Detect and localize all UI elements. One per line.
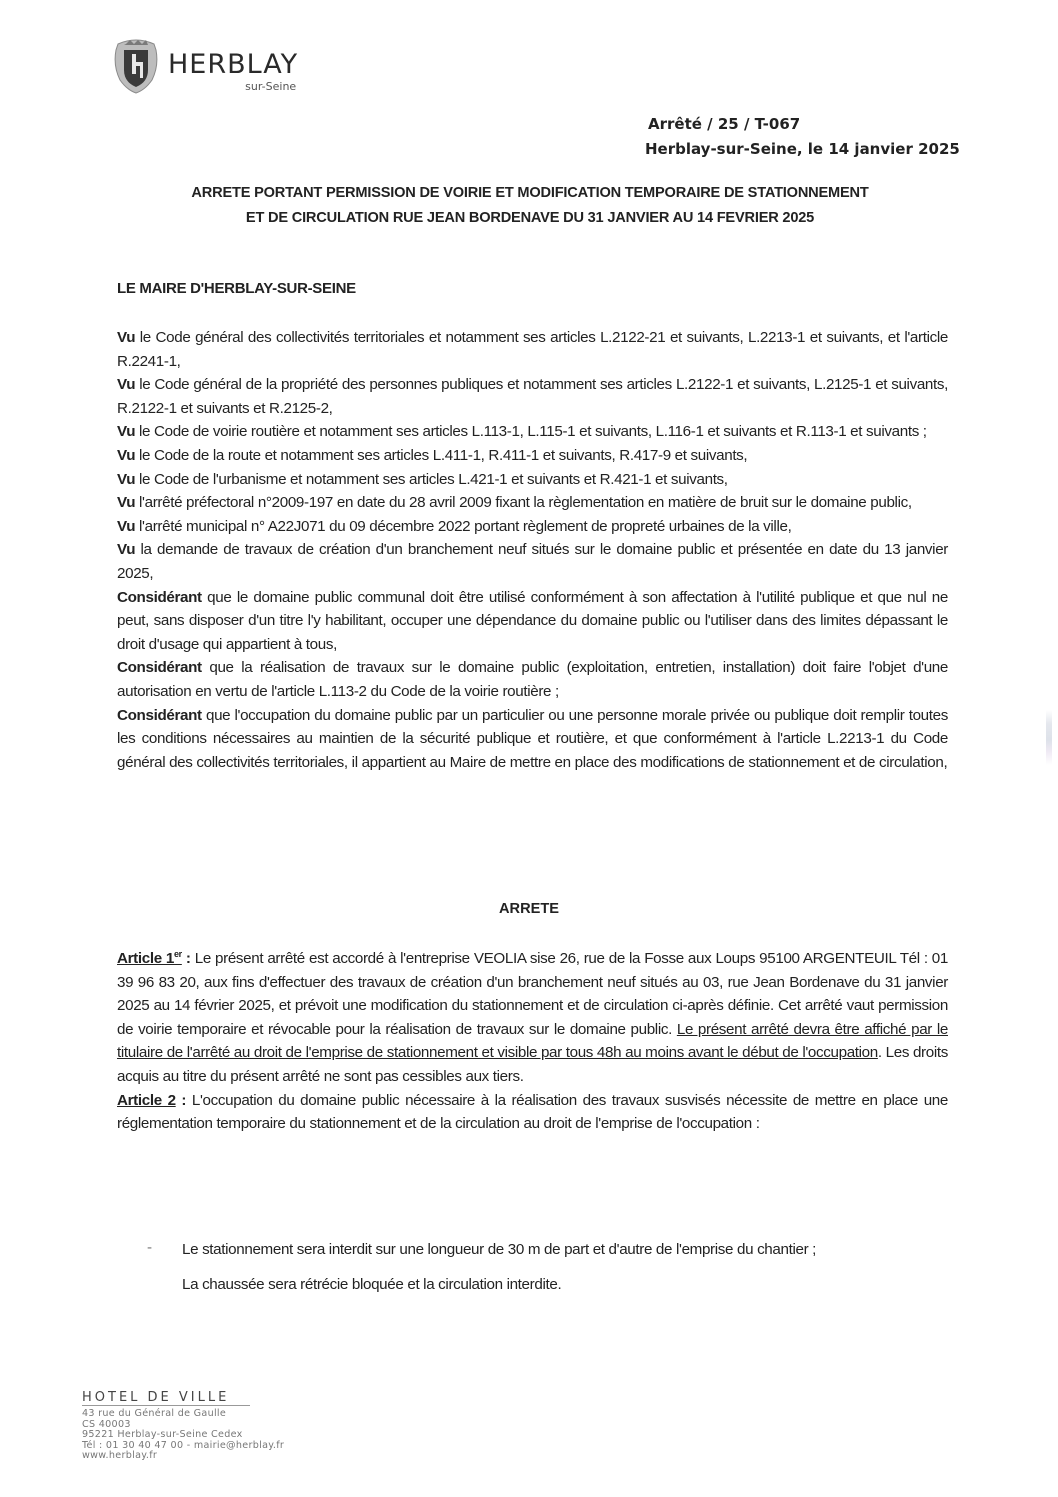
article-1-label-text: Article 1	[117, 950, 175, 968]
article-2-separator: :	[175, 1091, 192, 1109]
consideration-text: le Code général des collectivités territoriales et notamment ses articles L.2122-21 et suivants, L.2213-1 et suivants, et l'article R.2241-1,	[117, 329, 948, 370]
consideration-lead: Considérant	[117, 706, 202, 724]
article-1-display-notice: Le présent arrêté devra être affiché par le titulaire de l'arrêté au droit de l'emprise de stationnement et visible par tous 48h au moins avant le début de l'occupation	[117, 1020, 948, 1062]
article-1-separator: :	[181, 950, 195, 968]
dash-bullet: -	[147, 1239, 152, 1256]
consideration-lead: Vu	[117, 517, 136, 535]
footer-cs: CS 40003	[82, 1418, 131, 1430]
articles	[117, 943, 948, 1136]
consideration-item	[117, 538, 948, 585]
footer-contact: Tél : 01 30 40 47 00 - mairie@herblay.fr	[82, 1439, 285, 1451]
consideration-lead: Vu	[117, 376, 136, 394]
title-line-1: ARRETE PORTANT PERMISSION DE VOIRIE ET MODIFICATION TEMPORAIRE DE STATIONNEMENT	[191, 185, 869, 201]
article-2	[117, 1089, 948, 1136]
article-1	[117, 943, 948, 1089]
article-1-label-sup: er	[174, 949, 182, 959]
list-item	[147, 1274, 947, 1296]
consideration-lead: Vu	[117, 494, 136, 512]
issuing-authority: LE MAIRE D'HERBLAY-SUR-SEINE	[117, 280, 356, 297]
consideration-text: que l'occupation du domaine public par un particulier ou une personne morale privée ou publique doit remplir toutes les conditions nécessaires au maintien de la sécurité publique et routière, et que conformément à l'article L.2213-1 du Code général des collectivités territoriales, il appartient au Maire de mettre en place des modifications de stationnement et de circulation,	[117, 706, 948, 771]
decision-heading: ARRETE	[499, 901, 559, 917]
article-1-text: Le présent arrêté est accordé à l'entreprise VEOLIA sise 26, rue de la Fosse aux Loups 95100 ARGENTEUIL Tél : 01 39 96 83 20, aux fins d'effectuer des travaux de création d'un branchement neuf situés au 03, rue Jean Bordenave du 31 janvier 2025 au 14 février 2025, et prévoit une modification du stationnement et de circulation ci-après définie. Cet arrêté vaut permission de voirie temporaire et révocable pour la réalisation de travaux sur le domaine public.	[117, 950, 948, 1038]
consideration-item	[117, 420, 948, 444]
bullet-empty	[147, 1274, 182, 1296]
consideration-lead: Vu	[117, 541, 136, 559]
consideration-item	[117, 468, 948, 492]
consideration-item	[117, 491, 948, 515]
consideration-text: le Code de l'urbanisme et notamment ses articles L.421-1 et suivants et R.421-1 et suivants,	[135, 470, 728, 488]
consideration-item	[117, 444, 948, 468]
place-date: Herblay-sur-Seine, le 14 janvier 2025	[645, 140, 960, 158]
consideration-text: l'arrêté préfectoral n°2009-197 en date du 28 avril 2009 fixant la règlementation en matière de bruit sur le domaine public,	[135, 494, 912, 512]
consideration-text: l'arrêté municipal n° A22J071 du 09 décembre 2022 portant règlement de propreté urbaines de la ville,	[135, 517, 792, 535]
article-2-measures	[147, 1232, 947, 1296]
decree-number: Arrêté / 25 / T-067	[648, 115, 801, 133]
consideration-text: le Code général de la propriété des personnes publiques et notamment ses articles L.2122-1 et suivants, L.2125-1 et suivants, R.2122-1 et suivants et R.2125-2,	[117, 376, 948, 417]
consideration-text: le Code de la route et notamment ses articles L.411-1, R.411-1 et suivants, R.417-9 et suivants,	[135, 446, 748, 464]
list-item	[147, 1232, 947, 1268]
article-2-label: Article 2	[117, 1091, 176, 1109]
considerations-list	[117, 326, 948, 774]
scan-edge-mark	[1046, 710, 1052, 765]
consideration-item	[117, 656, 948, 703]
consideration-text: le Code de voirie routière et notamment ses articles L.113-1, L.115-1 et suivants, L.116-1 et suivants et R.113-1 et suivants ;	[135, 423, 927, 441]
consideration-lead: Vu	[117, 446, 136, 464]
consideration-lead: Considérant	[117, 588, 202, 606]
brand-name: HERBLAY	[168, 49, 299, 80]
footer-website: www.herblay.fr	[82, 1450, 158, 1462]
article-1-text-end: . Les droits acquis au titre du présent arrêté ne sont pas cessibles aux tiers.	[117, 1044, 948, 1086]
herblay-logo	[112, 36, 298, 94]
consideration-text: que la réalisation de travaux sur le domaine public (exploitation, entretien, installation) doit faire l'objet d'une autorisation en vertu de l'article L.113-2 du Code de la voirie routière ;	[117, 659, 948, 700]
municipal-crest-icon	[112, 36, 160, 94]
consideration-item	[117, 326, 948, 373]
consideration-item	[117, 586, 948, 657]
consideration-item	[117, 515, 948, 539]
consideration-lead: Vu	[117, 329, 136, 346]
decree-reference-block	[645, 112, 960, 162]
consideration-lead: Considérant	[117, 659, 202, 677]
consideration-lead: Vu	[117, 470, 136, 488]
footer-street: 43 rue du Général de Gaulle	[82, 1408, 227, 1419]
article-2-text: L'occupation du domaine public nécessaire à la réalisation des travaux susvisés nécessite de mettre en place une réglementation temporaire du stationnement et de la circulation au droit de l'emprise de l'occupation :	[117, 1091, 948, 1133]
title-line-2: ET DE CIRCULATION RUE JEAN BORDENAVE DU 31 JANVIER AU 14 FEVRIER 2025	[245, 210, 815, 226]
consideration-text: que le domaine public communal doit être utilisé conformément à son affectation à l'utilité publique et que nul ne peut, sans disposer d'un titre l'y habilitant, occuper une dépendance du domaine public ou l'utiliser dans des limites dépassant le droit d'usage qui appartient à tous,	[117, 588, 948, 653]
list-item-text: La chaussée sera rétrécie bloquée et la circulation interdite.	[182, 1276, 562, 1293]
consideration-item	[117, 704, 948, 775]
brand	[168, 49, 299, 93]
consideration-lead: Vu	[117, 423, 136, 441]
list-item-text: Le stationnement sera interdit sur une longueur de 30 m de part et d'autre de l'emprise du chantier ;	[182, 1241, 817, 1258]
footer-city: 95221 Herblay-sur-Seine Cedex	[82, 1429, 243, 1441]
decree-title	[100, 181, 960, 231]
consideration-text: la demande de travaux de création d'un branchement neuf situés sur le domaine public et présentée en date du 13 janvier 2025,	[117, 541, 948, 582]
brand-subtitle: sur-Seine	[245, 80, 297, 93]
article-1-label	[117, 950, 182, 967]
footer-address	[82, 1391, 284, 1462]
consideration-item	[117, 373, 948, 420]
footer-title: HOTEL DE VILLE	[82, 1391, 250, 1406]
